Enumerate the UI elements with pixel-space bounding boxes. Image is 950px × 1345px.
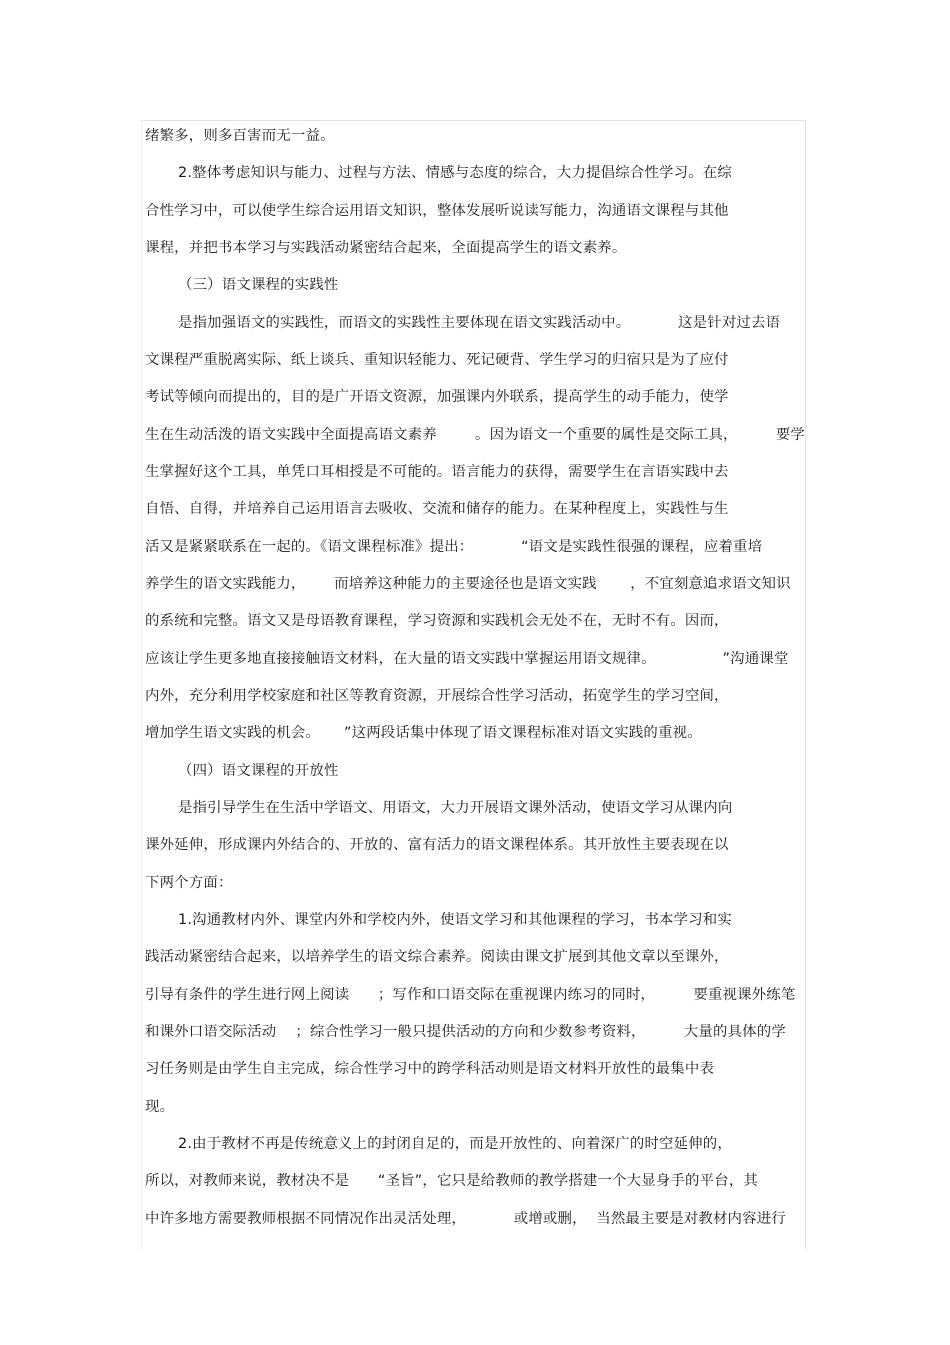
text-line: 现。 <box>145 1099 175 1115</box>
text-line: 内外，充分利用学校家庭和社区等教育资源，开展综合性学习活动，拓宽学生的学习空间， <box>145 688 729 704</box>
section-heading: （三）语文课程的实践性 <box>178 277 339 293</box>
text-line: 考试等倾向而提出的，目的是广开语文资源，加强课内外联系，提高学生的动手能力，使学 <box>145 389 729 405</box>
text-line: 引导有条件的学生进行网上阅读 ；写作和口语交际在重视课内练习的同时， 要重视课外练笔 <box>145 987 796 1003</box>
text-line: 养学生的语文实践能力， 而培养这种能力的主要途径也是语文实践 ，不宜刻意追求语文知识 <box>145 576 791 592</box>
text-line: 是指引导学生在生活中学语文、用语文，大力开展语文课外活动，使语文学习从课内向 <box>178 800 733 816</box>
text-line: 的系统和完整。语文又是母语教育课程，学习资源和实践机会无处不在，无时不有。因而， <box>145 613 729 629</box>
text-line: 文课程严重脱离实际、纸上谈兵、重知识轻能力、死记硬背、学生学习的归宿只是为了应付 <box>145 352 729 368</box>
text-line: 课程，并把书本学习与实践活动紧密结合起来，全面提高学生的语文素养。 <box>145 240 627 256</box>
text-line: 习任务则是由学生自主完成，综合性学习中的跨学科活动则是语文材料开放性的最集中表 <box>145 1061 715 1077</box>
text-line: 绪繁多，则多百害而无一益。 <box>145 128 335 144</box>
text-line: 合性学习中，可以使学生综合运用语文知识，整体发展听说读写能力，沟通语文课程与其他 <box>145 203 729 219</box>
text-line: 1.沟通教材内外、课堂内外和学校内外，使语文学习和其他课程的学习，书本学习和实 <box>178 912 732 928</box>
text-line: 课外延伸，形成课内外结合的、开放的、富有活力的语文课程体系。其开放性主要表现在以 <box>145 837 729 853</box>
text-line: 是指加强语文的实践性，而语文的实践性主要体现在语文实践活动中。 这是针对过去语 <box>178 315 781 331</box>
text-line: 自悟、自得，并培养自己运用语言去吸收、交流和储存的能力。在某种程度上，实践性与生 <box>145 501 729 517</box>
text-line: 和课外口语交际活动 ；综合性学习一般只提供活动的方向和少数参考资料， 大量的具体的学 <box>145 1024 786 1040</box>
text-line: 中许多地方需要教师根据不同情况作出灵活处理， 或增或删， 当然最主要是对教材内容进行 <box>145 1211 786 1227</box>
text-line: 生在生动活泼的语文实践中全面提高语文素养 。因为语文一个重要的属性是交际工具， 要学 <box>145 427 806 443</box>
text-line: 增加学生语文实践的机会。 ”这两段话集中体现了语文课程标准对语文实践的重视。 <box>145 725 702 741</box>
text-line: 2.整体考虑知识与能力、过程与方法、情感与态度的综合，大力提倡综合性学习。在综 <box>178 165 732 181</box>
text-line: 践活动紧密结合起来，以培养学生的语文综合素养。阅读由课文扩展到其他文章以至课外， <box>145 949 729 965</box>
text-line: 下两个方面： <box>145 875 233 891</box>
text-line: 2.由于教材不再是传统意义上的封闭自足的，而是开放性的、向着深广的时空延伸的， <box>178 1136 732 1152</box>
text-line: 应该让学生更多地直接接触语文材料，在大量的语文实践中掌握运用语文规律。 ”沟通课堂 <box>145 651 789 667</box>
section-heading: （四）语文课程的开放性 <box>178 763 339 779</box>
text-line: 生掌握好这个工具，单凭口耳相授是不可能的。语言能力的获得，需要学生在言语实践中去 <box>145 464 729 480</box>
text-line: 活又是紧紧联系在一起的。《语文课程标准》提出： “语文是实践性很强的课程，应着重培 <box>145 539 763 555</box>
text-line: 所以，对教师来说，教材决不是 “圣旨”，它只是给教师的教学搭建一个大显身手的平台，其 <box>145 1173 758 1189</box>
